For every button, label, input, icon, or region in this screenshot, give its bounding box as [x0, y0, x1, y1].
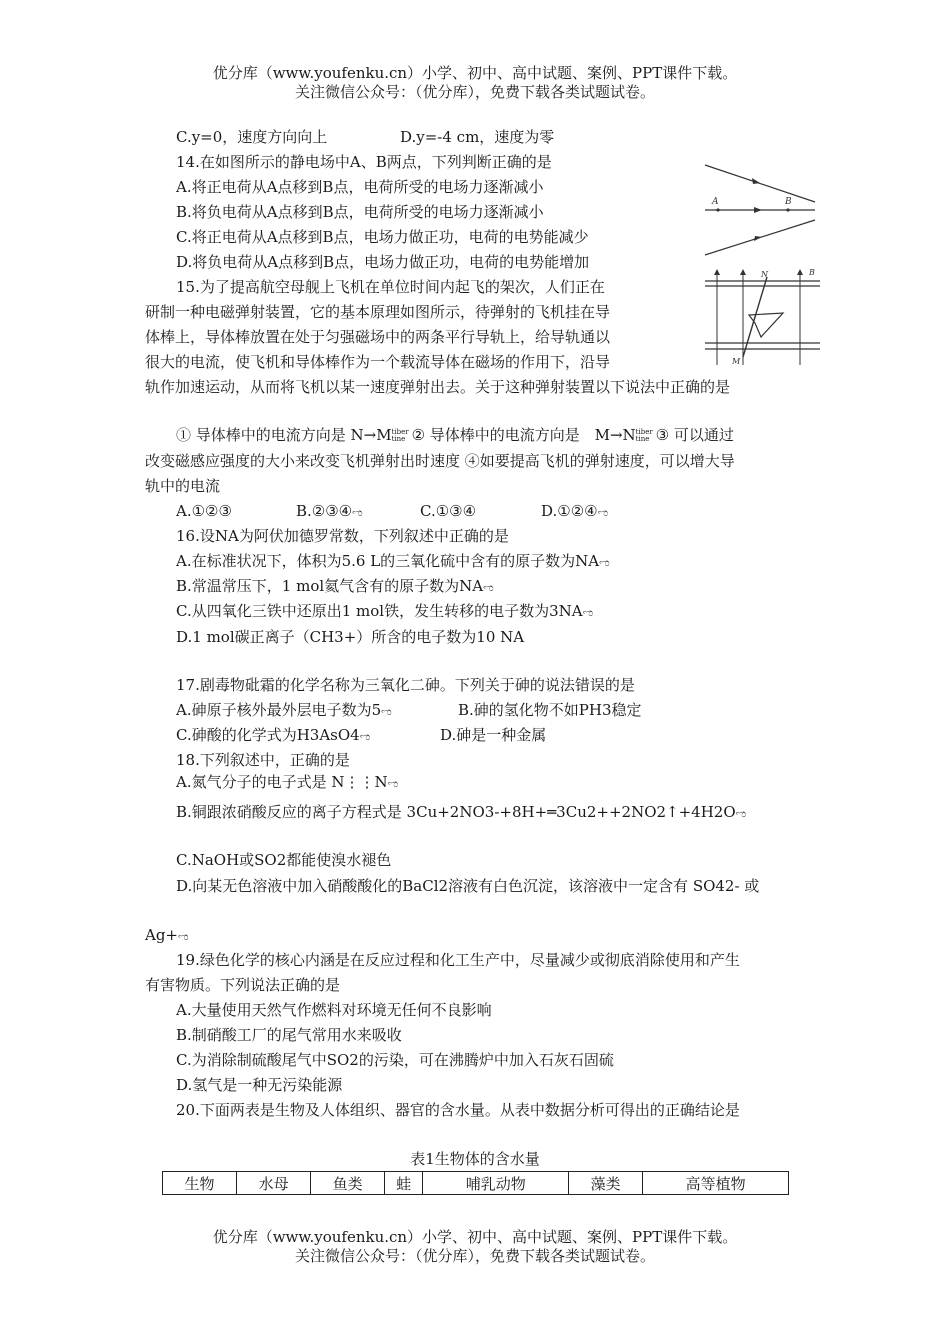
q17-option-d: D.砷是一种金属 — [440, 726, 547, 744]
field-line-top — [705, 165, 815, 202]
q14-stem: 14.在如图所示的静电场中A、B两点，下列判断正确的是 — [176, 153, 552, 171]
q18-option-d: D.向某无色溶液中加入硝酸酸化的BaCl2溶液有白色沉淀，该溶液中一定含有 SO42- 或 — [176, 877, 760, 895]
q15-statement-4: ③ 可以通过 — [655, 426, 734, 444]
q13-option-c: C.y=0，速度方向向上 — [176, 128, 328, 146]
table-header-cell: 水母 — [237, 1172, 311, 1195]
q16-option-d: D.1 mol碳正离子（CH3+）所含的电子数为10 NA — [176, 628, 525, 646]
q17-option-c: C.砷酸的化学式为H3AsO4ಌ — [176, 726, 371, 744]
table-header-cell: 生物 — [163, 1172, 237, 1195]
q17-stem: 17.剧毒物砒霜的化学名称为三氧化二砷。下列关于砷的说法错误的是 — [176, 676, 635, 694]
electric-field-figure — [700, 160, 820, 260]
field-arrow-1 — [714, 269, 720, 275]
q15-option-d: D.①②④ಌ — [541, 502, 609, 520]
q19-option-a: A.大量使用天然气作燃料对环境无任何不良影响 — [176, 1001, 492, 1019]
q16-stem: 16.设NA为阿伏加德罗常数，下列叙述中正确的是 — [176, 527, 509, 545]
q15-option-b: B.②③④ಌ — [296, 502, 363, 520]
table-caption: 表1生物体的含水量 — [410, 1150, 540, 1168]
label-m: M — [732, 357, 741, 366]
q15-option-c: C.①③④ — [420, 502, 477, 520]
point-a-dot — [716, 208, 719, 211]
stray-mark: tiber tine — [391, 428, 409, 443]
q14-option-c: C.将正电荷从A点移到B点，电场力做正功，电荷的电势能减少 — [176, 228, 589, 246]
table-header-cell: 蛙 — [385, 1172, 423, 1195]
q15-statement-3: M→N — [594, 426, 636, 444]
table-header-row — [163, 1172, 789, 1195]
footer-line-2: 关注微信公众号：（优分库），免费下载各类试题试卷。 — [294, 1247, 655, 1265]
field-arrow-top — [752, 178, 760, 184]
header-line-2: 关注微信公众号：（优分库），免费下载各类试题试卷。 — [294, 83, 655, 101]
stray-mark-2: tiber tine — [635, 428, 653, 443]
q19-option-d: D.氢气是一种无污染能源 — [176, 1076, 343, 1094]
q18-option-b: B.铜跟浓硝酸反应的离子方程式是 3Cu+2NO3-+8H+═3Cu2++2NO2↑+4H2Oಌ — [176, 803, 747, 821]
table-header-cell: 哺乳动物 — [423, 1172, 569, 1195]
water-content-table — [162, 1171, 789, 1195]
q19-line-2: 有害物质。下列说法正确的是 — [145, 976, 341, 994]
q15-option-a: A.①②③ — [176, 502, 232, 520]
q14-option-a: A.将正电荷从A点移到B点，电荷所受的电场力逐渐减小 — [176, 178, 544, 196]
point-b-dot — [786, 208, 789, 211]
q15-line-4: 很大的电流，使飞机和导体棒作为一个载流导体在磁场的作用下，沿导 — [145, 353, 611, 371]
q14-option-d: D.将负电荷从A点移到B点，电场力做正功，电荷的电势能增加 — [176, 253, 590, 271]
q15-statement-2: ② 导体棒中的电流方向是 — [411, 426, 580, 444]
q16-option-a: A.在标准状况下，体积为5.6 L的三氧化硫中含有的原子数为NAಌ — [176, 552, 610, 570]
q20-stem: 20.下面两表是生物及人体组织、器官的含水量。从表中数据分析可得出的正确结论是 — [176, 1101, 740, 1119]
rail-launcher-figure — [705, 265, 820, 370]
q15-statement-line — [176, 425, 734, 445]
label-b: B — [785, 197, 792, 207]
label-a: A — [712, 197, 719, 207]
q18-stem: 18.下列叙述中，正确的是 — [176, 751, 350, 769]
page-footer — [0, 1228, 950, 1266]
q19-option-c: C.为消除制硫酸尾气中SO2的污染，可在沸腾炉中加入石灰石固硫 — [176, 1051, 614, 1069]
field-arrow-3 — [797, 269, 803, 275]
q19-option-b: B.制硝酸工厂的尾气常用水来吸收 — [176, 1026, 402, 1044]
q19-line-1: 19.绿色化学的核心内涵是在反应过程和化工生产中，尽量减少或彻底消除使用和产生 — [176, 951, 740, 969]
q18-option-d-cont: Ag+ಌ — [145, 926, 189, 944]
header-line-1: 优分库（www.youfenku.cn）小学、初中、高中试题、案例、PPT课件下载。 — [212, 64, 738, 82]
q15-statement-5: 改变磁感应强度的大小来改变飞机弹射出时速度 ④如要提高飞机的弹射速度，可以增大导 — [145, 452, 735, 470]
aircraft-shape — [749, 313, 783, 337]
page-header — [0, 64, 950, 102]
table-header-cell: 藻类 — [569, 1172, 643, 1195]
q18-option-a: A.氮气分子的电子式是 N⋮⋮Nಌ — [176, 773, 399, 791]
q15-statement-6: 轨中的电流 — [145, 477, 221, 495]
footer-line-1: 优分库（www.youfenku.cn）小学、初中、高中试题、案例、PPT课件下载。 — [212, 1228, 738, 1246]
table-header-cell: 鱼类 — [311, 1172, 385, 1195]
conductor-rod — [743, 277, 767, 357]
q16-option-c: C.从四氧化三铁中还原出1 mol铁，发生转移的电子数为3NAಌ — [176, 602, 594, 620]
table-header-cell: 高等植物 — [643, 1172, 789, 1195]
q14-option-b: B.将负电荷从A点移到B点，电荷所受的电场力逐渐减小 — [176, 203, 544, 221]
q16-option-b: B.常温常压下，1 mol氦气含有的原子数为NAಌ — [176, 577, 494, 595]
q15-line-2: 研制一种电磁弹射装置，它的基本原理如图所示，待弹射的飞机挂在导 — [145, 303, 611, 321]
label-n: N — [761, 270, 768, 279]
label-b-field: B — [809, 268, 815, 277]
q18-option-c: C.NaOH或SO2都能使溴水褪色 — [176, 851, 392, 869]
field-arrow-middle — [754, 207, 762, 213]
q15-line-3: 体棒上，导体棒放置在处于匀强磁场中的两条平行导轨上，给导轨通以 — [145, 328, 611, 346]
q15-line-1: 15.为了提高航空母舰上飞机在单位时间内起飞的架次，人们正在 — [176, 278, 605, 296]
q15-line-5: 轨作加速运动，从而将飞机以某一速度弹射出去。关于这种弹射装置以下说法中正确的是 — [145, 378, 731, 396]
q13-option-d: D.y=-4 cm，速度为零 — [400, 128, 555, 146]
q17-option-a: A.砷原子核外最外层电子数为5ಌ — [176, 701, 392, 719]
field-arrow-2 — [740, 269, 746, 275]
q17-option-b: B.砷的氢化物不如PH3稳定 — [458, 701, 642, 719]
q15-statement-1: ① 导体棒中的电流方向是 N→M — [176, 426, 392, 444]
